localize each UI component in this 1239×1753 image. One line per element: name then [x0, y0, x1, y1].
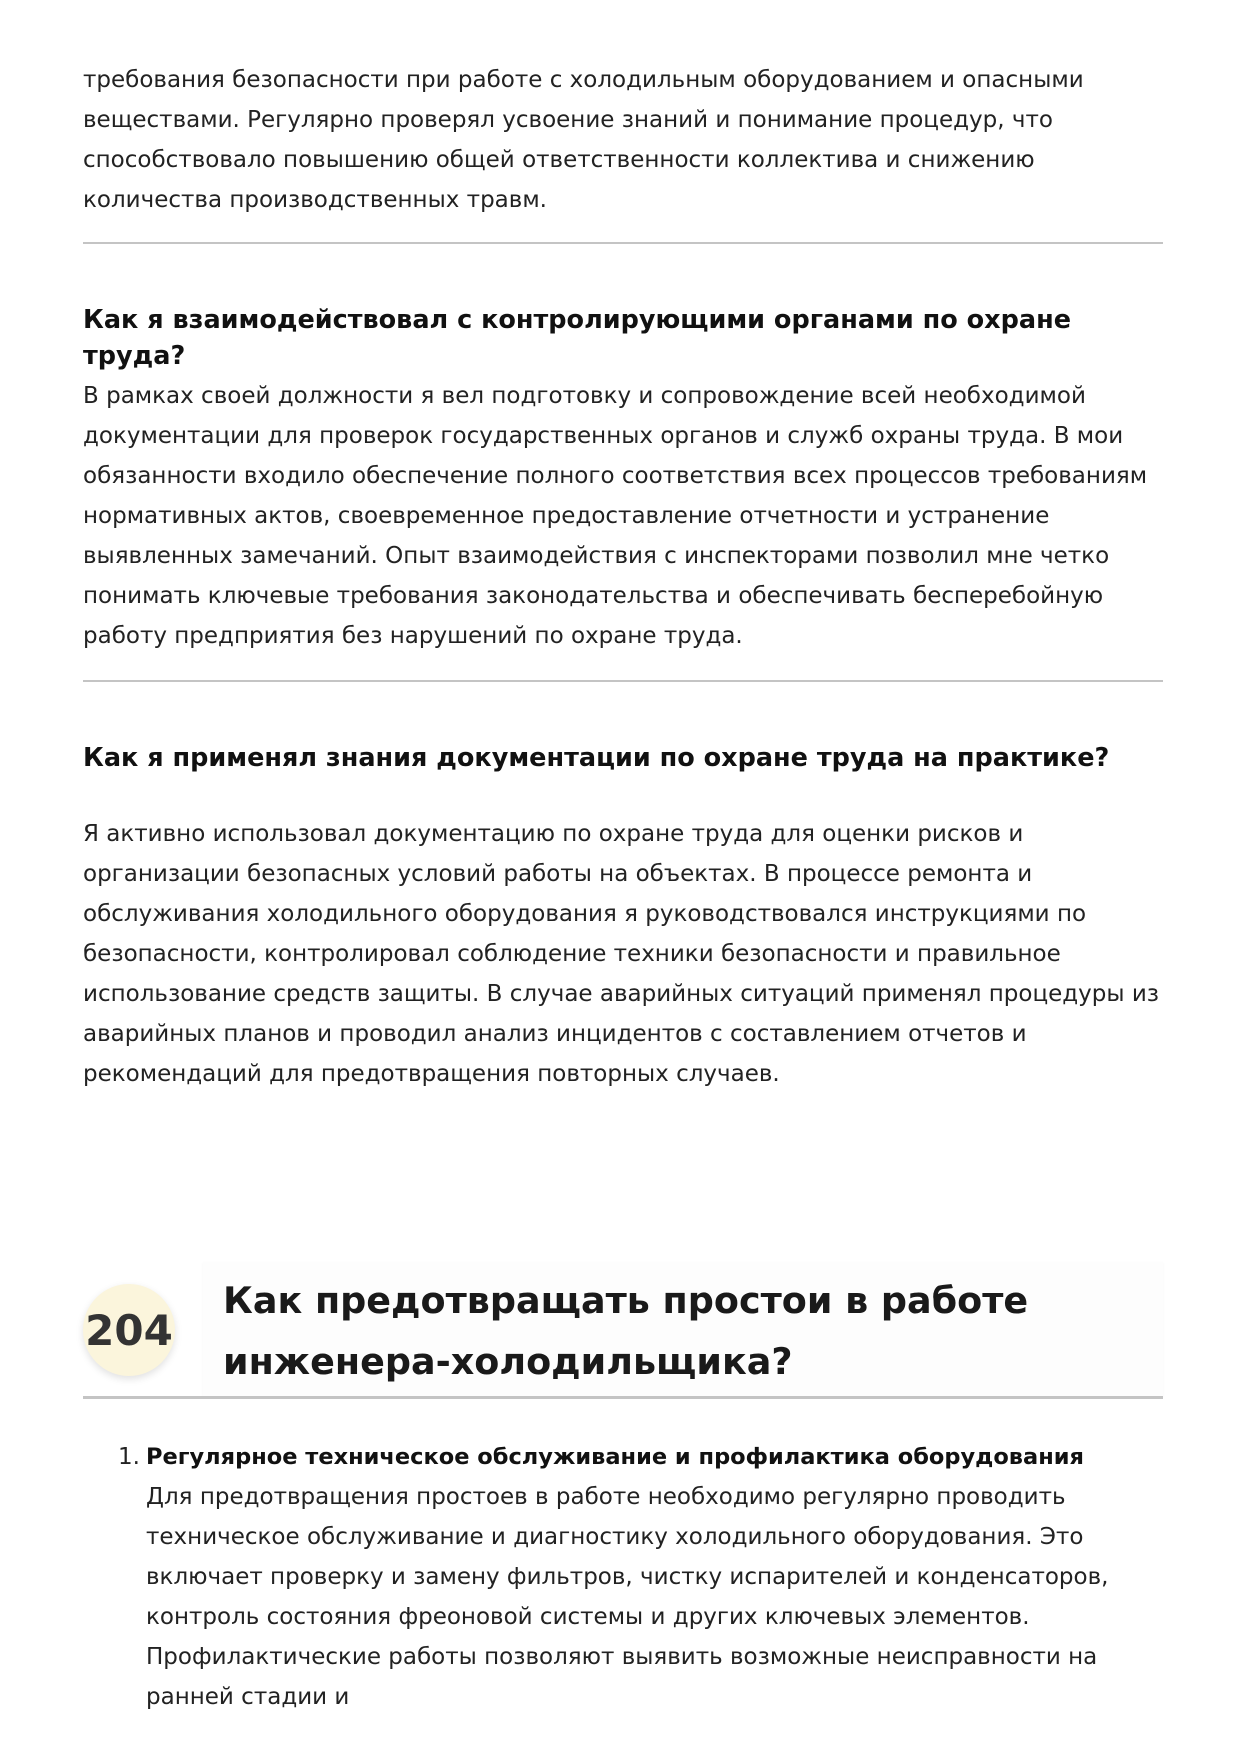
section-title: Как предотвращать простои в работе инженера-холодильщика?	[223, 1279, 1029, 1383]
section-header	[83, 1262, 1163, 1396]
section-number-badge: 204	[83, 1284, 175, 1376]
answer-paragraph: В рамках своей должности я вел подготовку и сопровождение всей необходимой документации для проверок государственных органов и служб охраны труда. В мои обязанности входило обеспечение полного соответствия всех процессов требованиям нормативных актов, своевременное предоставление отчетности и устранение выявленных замечаний. Опыт взаимодействия с инспекторами позволил мне четко понимать ключевые требования законодательства и обеспечивать бесперебойную работу предприятия без нарушений по охране труда.	[83, 383, 1148, 649]
divider	[83, 242, 1163, 244]
section-divider	[83, 1396, 1163, 1399]
list-item-title: Регулярное техническое обслуживание и профилактика оборудования	[146, 1444, 1084, 1470]
question-heading: Как я взаимодействовал с контролирующими органами по охране труда?	[83, 305, 1072, 371]
question-heading: Как я применял знания документации по охране труда на практике?	[83, 743, 1110, 773]
numbered-list	[118, 1437, 1163, 1717]
list-item	[118, 1437, 1163, 1717]
divider	[83, 680, 1163, 682]
list-item-number: 1.	[118, 1444, 140, 1470]
list-item-text: Для предотвращения простоев в работе необходимо регулярно проводить техническое обслуживание и диагностику холодильного оборудования. Это включает проверку и замену фильтров, чистку испарителей и конденсаторов, контроль состояния фреоновой системы и других ключевых элементов. Профилактические работы позволяют выявить возможные неисправности на ранней стадии и	[146, 1484, 1109, 1710]
answer-paragraph: Я активно использовал документацию по охране труда для оценки рисков и организации безопасных условий работы на объектах. В процессе ремонта и обслуживания холодильного оборудования я руководствовался инструкциями по безопасности, контролировал соблюдение техники безопасности и правильное использование средств защиты. В случае аварийных ситуаций применял процедуры из аварийных планов и проводил анализ инцидентов с составлением отчетов и рекомендаций для предотвращения повторных случаев.	[83, 821, 1160, 1087]
intro-paragraph: требования безопасности при работе с холодильным оборудованием и опасными веществами. Регулярно проверял усвоение знаний и понимание процедур, что способствовало повышению общей ответственности коллектива и снижению количества производственных травм.	[83, 67, 1084, 213]
